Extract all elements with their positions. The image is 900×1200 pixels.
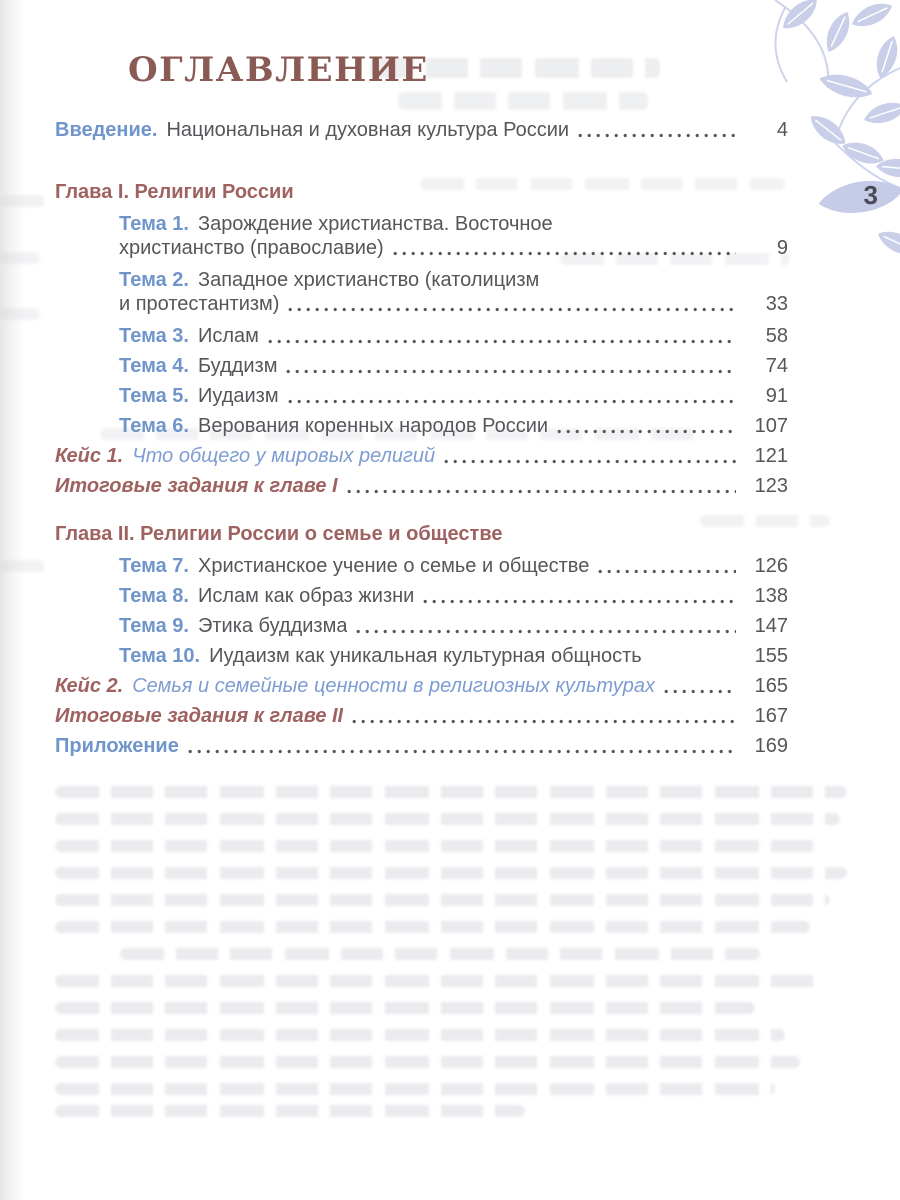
dot-leader xyxy=(188,749,736,754)
bleed-through-line xyxy=(55,813,840,825)
entry-page-number: 107 xyxy=(754,415,788,437)
toc-entry-tema-3 xyxy=(119,324,788,348)
entry-text: Иудаизм как уникальная культурная общность xyxy=(209,645,642,667)
dot-leader xyxy=(444,459,736,464)
bleed-through-line xyxy=(55,1029,785,1041)
dot-leader xyxy=(268,339,736,344)
toc-entry-tema-5 xyxy=(119,384,788,408)
dot-leader xyxy=(393,251,736,256)
entry-label: Введение. xyxy=(55,119,158,141)
bleed-through-line xyxy=(55,975,825,987)
dot-leader xyxy=(578,133,736,138)
entry-page-number: 91 xyxy=(765,385,788,407)
entry-text: Ислам как образ жизни xyxy=(197,585,415,607)
bleed-through-line xyxy=(120,948,760,960)
dot-leader xyxy=(286,369,736,374)
toc-entry-tema-6 xyxy=(119,414,788,438)
entry-page-number: 121 xyxy=(754,445,788,467)
entry-text: Буддизм xyxy=(197,355,278,377)
entry-label: Кейс 2. xyxy=(55,675,124,697)
entry-text: Национальная и духовная культура России xyxy=(166,119,570,141)
entry-page-number: 58 xyxy=(765,325,788,347)
toc-entry-tema-7 xyxy=(119,554,788,578)
dot-leader xyxy=(557,429,736,434)
entry-text: Верования коренных народов России xyxy=(197,415,549,437)
entry-text-continued: и протестантизм) xyxy=(119,293,280,315)
dot-leader xyxy=(347,489,736,494)
entry-page-number: 155 xyxy=(754,645,788,667)
entry-page-number: 167 xyxy=(754,705,788,727)
entry-page-number: 4 xyxy=(776,119,788,141)
toc-entry-case-2 xyxy=(55,674,788,698)
entry-text: Иудаизм xyxy=(197,385,279,407)
entry-label: Тема 10. xyxy=(119,645,201,667)
entry-text: Западное христианство (католицизм xyxy=(197,269,540,291)
bleed-through-line xyxy=(55,921,810,933)
chapter-title: Глава II. Религии России о семье и обществе xyxy=(55,523,503,545)
toc-entry-vvedenie xyxy=(55,118,788,142)
dot-leader xyxy=(288,307,736,312)
toc-chapter-1-heading xyxy=(55,180,788,204)
toc-entry-tema-9 xyxy=(119,614,788,638)
bleed-through-line xyxy=(55,1056,800,1068)
dot-leader xyxy=(356,629,736,634)
chapter-title: Глава I. Религии России xyxy=(55,181,294,203)
dot-leader xyxy=(598,569,736,574)
entry-page-number: 138 xyxy=(754,585,788,607)
dot-leader xyxy=(423,599,736,604)
entry-text: Христианское учение о семье и обществе xyxy=(197,555,590,577)
bleed-through-line xyxy=(0,560,45,572)
bleed-through-line xyxy=(0,195,46,207)
toc-chapter-2-heading xyxy=(55,522,788,546)
dot-leader xyxy=(352,719,736,724)
toc-entry-itogovye-2 xyxy=(55,704,788,728)
entry-label: Тема 1. xyxy=(119,213,189,235)
entry-text: Семья и семейные ценности в религиозных культурах xyxy=(132,675,655,697)
toc-entry-tema-10 xyxy=(119,644,788,668)
toc-entry-tema-8 xyxy=(119,584,788,608)
page-title: ОГЛАВЛЕНИЕ xyxy=(128,50,429,90)
bleed-through-line xyxy=(55,840,815,852)
toc-entry-tema-4 xyxy=(119,354,788,378)
entry-text: Итоговые задания к главе I xyxy=(55,475,338,497)
entry-line-1 xyxy=(119,212,788,236)
entry-text: Приложение xyxy=(55,735,179,757)
entry-text: Зарождение христианства. Восточное xyxy=(197,213,553,235)
toc-entry-tema-2 xyxy=(119,268,788,316)
entry-page-number: 33 xyxy=(765,293,788,315)
entry-label: Тема 6. xyxy=(119,415,189,437)
bleed-through-line xyxy=(0,252,40,264)
entry-label: Тема 7. xyxy=(119,555,189,577)
dot-leader xyxy=(664,689,736,694)
entry-text: Этика буддизма xyxy=(197,615,348,637)
toc-entry-prilozhenie xyxy=(55,734,788,758)
bleed-through-line xyxy=(55,1105,525,1117)
entry-line-1 xyxy=(119,268,788,292)
entry-label: Тема 3. xyxy=(119,325,189,347)
entry-label: Тема 4. xyxy=(119,355,189,377)
bleed-through-line xyxy=(0,308,40,320)
dot-leader xyxy=(288,399,736,404)
entry-label: Тема 2. xyxy=(119,269,189,291)
bleed-through-line xyxy=(55,894,830,906)
entry-label: Тема 9. xyxy=(119,615,189,637)
table-of-contents xyxy=(55,50,788,764)
entry-line-2 xyxy=(119,292,788,316)
toc-entry-itogovye-1 xyxy=(55,474,788,498)
entry-label: Тема 5. xyxy=(119,385,189,407)
page-number: 3 xyxy=(863,180,878,210)
entry-line-2 xyxy=(119,236,788,260)
entry-label: Кейс 1. xyxy=(55,445,124,467)
bleed-through-line xyxy=(55,867,847,879)
toc-entry-tema-1 xyxy=(119,212,788,260)
entry-page-number: 147 xyxy=(754,615,788,637)
scan-shadow-edge xyxy=(0,0,26,1200)
entry-label: Тема 8. xyxy=(119,585,189,607)
entry-page-number: 165 xyxy=(754,675,788,697)
toc-entry-case-1 xyxy=(55,444,788,468)
entry-page-number: 9 xyxy=(776,237,788,259)
bleed-through-line xyxy=(55,1002,755,1014)
entry-text: Что общего у мировых религий xyxy=(132,445,436,467)
entry-page-number: 169 xyxy=(754,735,788,757)
bleed-through-line xyxy=(55,786,847,798)
entry-text: Ислам xyxy=(197,325,259,347)
entry-page-number: 123 xyxy=(754,475,788,497)
dot-leader xyxy=(651,659,736,664)
entry-page-number: 126 xyxy=(754,555,788,577)
entry-page-number: 74 xyxy=(765,355,788,377)
entry-text: Итоговые задания к главе II xyxy=(55,705,344,727)
bleed-through-line xyxy=(55,1083,775,1095)
entry-text-continued: христианство (православие) xyxy=(119,237,384,259)
